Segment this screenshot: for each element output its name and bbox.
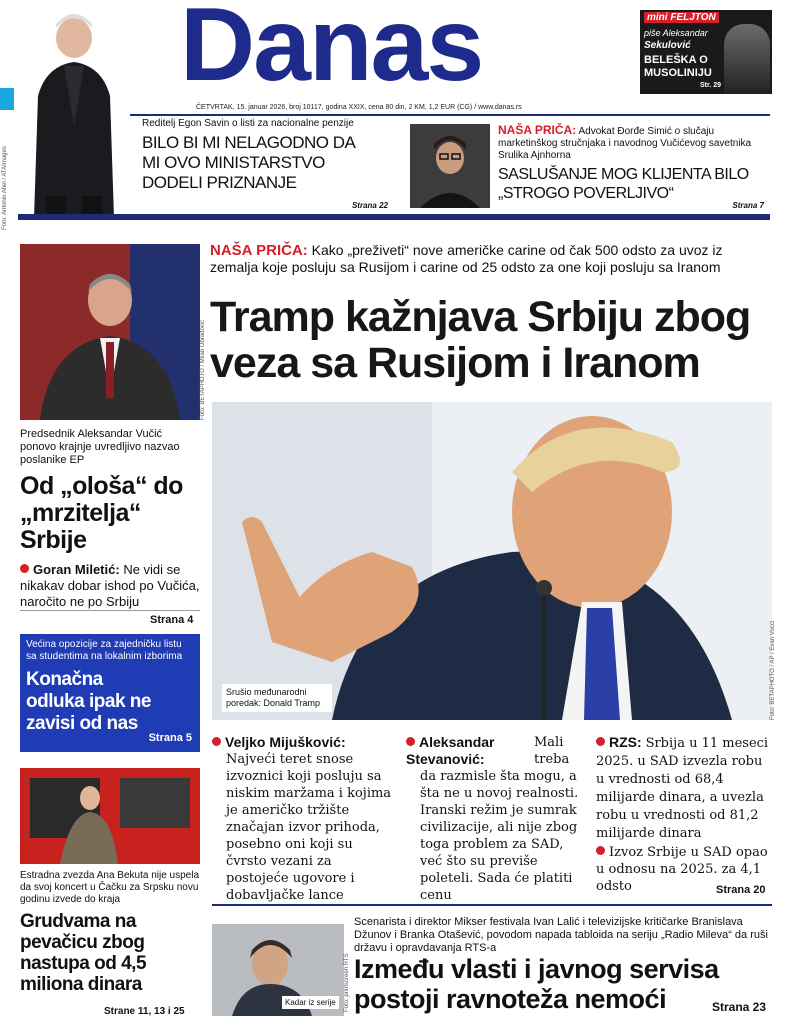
vucic-headline: Od „ološa“ do „mrzitelja“ Srbije <box>20 472 183 554</box>
quote-column-3[interactable] <box>596 734 772 895</box>
vucic-photo[interactable] <box>20 244 200 420</box>
cover-photo-credit: Foto: Antonio Ahel / ATAImages <box>2 146 8 230</box>
bekuta-intro: Estradna zvezda Ana Bekuta nije uspela da svoj koncert u Čačku za Srpsku novu godinu izvede do kraja <box>20 870 200 905</box>
singer-in-car-illustration <box>20 768 200 864</box>
feljton-author-name: Sekulović <box>644 40 691 51</box>
quote-3-name: RZS: <box>609 734 642 750</box>
vucic-quote-bullet <box>20 562 33 577</box>
quote-3-bullet-2 <box>596 845 609 860</box>
radio-mileva-credit: Foto: printscreen RTS <box>344 953 350 1012</box>
lead-photo-credit: Foto: BETAPHOTO / AP / Evan Vucci <box>770 620 776 720</box>
lawyer-illustration <box>410 124 490 208</box>
teaser-simic-kicker: NAŠA PRIČA: <box>498 123 577 137</box>
teaser-savin[interactable] <box>142 118 392 210</box>
opposition-box[interactable] <box>20 634 200 752</box>
vucic-page: Strana 4 <box>150 614 194 626</box>
vucic-quote-name: Goran Miletić: <box>33 562 120 577</box>
bekuta-story[interactable] <box>20 870 200 995</box>
quote-column-1[interactable] <box>212 734 392 904</box>
masthead-info-line: ČETVRTAK, 15. januar 2026, broj 10117, godina XXIX, cena 80 din, 2 KM, 1,2 EUR (CG) / www.danas.rs <box>196 104 522 111</box>
bottom-intro: Scenarista i direktor Mikser festivala Ivan Lalić i televizijske kritičarke Branislava Džunov i Branka Otašević, povodom napada tabloida na seriju „Radio Mileva“ da ruši državu i opravdavanja RTS-a <box>354 916 768 954</box>
quote-2-name-row <box>406 734 534 768</box>
teaser-simic[interactable] <box>498 124 770 208</box>
opposition-intro: Većina opozicije za zajedničku listu sa studentima na lokalnim izborima <box>26 639 183 662</box>
teaser-simic-intro-text: Advokat Đorđe Simić o slučaju marketinškog stručnjaka i navodnog Vučićevog savetnika Srulika Ajnhorna <box>498 126 752 161</box>
feljton-title: BELEŠKA O MUSOLINIJU <box>644 54 712 79</box>
bekuta-headline: Grudvama na pevačicu zbog nastupa od 4,5 miliona dinara <box>20 911 147 995</box>
quote-2-bullet <box>406 734 419 750</box>
quote-1-bullet <box>212 734 225 750</box>
quote-3-text: Srbija u 11 meseci 2025. u SAD izvezla robu u vrednosti od 68,4 milijarde dinara, a uvezla robu u vrednosti od 81,2 milijarde dinara <box>596 736 769 841</box>
teaser-simic-headline: SASLUŠANJE MOG KLIJENTA BILO „STROGO POVERLJIVO“ <box>498 166 749 202</box>
feljton-page: Str. 29 <box>700 82 722 89</box>
bottom-headline[interactable]: Između vlasti i javnog servisa postoji ravnoteža nemoći <box>354 954 719 1014</box>
trump-pointing-illustration <box>212 402 772 720</box>
feljton-box[interactable] <box>640 10 772 94</box>
man-in-suit-illustration <box>18 6 130 218</box>
quote-3-page: Strana 20 <box>716 884 766 896</box>
vucic-story[interactable] <box>20 428 200 610</box>
masthead-rule <box>130 114 770 116</box>
simic-photo <box>410 124 490 208</box>
lead-kicker: NAŠA PRIČA: <box>210 242 308 259</box>
quote-1-name: Veljko Mijušković: <box>225 734 346 750</box>
teaser-savin-headline: BILO BI MI NELAGODNO DA MI OVO MINISTARSTVO DODELI PRIZNANJE <box>142 133 355 192</box>
feljton-kicker: mini FELJTON <box>644 12 719 23</box>
opposition-page: Strana 5 <box>148 732 192 744</box>
teaser-simic-intro <box>498 124 770 162</box>
vucic-quote <box>20 562 200 610</box>
politician-illustration <box>20 244 200 420</box>
quote-column-2[interactable] <box>406 734 586 904</box>
quote-3-first <box>596 734 772 842</box>
quote-2-text: Mali treba da razmisle šta mogu, a šta ne u novoj realnosti. Iranski režim je sumrak civilizacije, ali nije zbog toga problem za SAD, već što su previše poleteli. Sada će platiti cenu <box>420 735 579 903</box>
accent-bar <box>0 88 14 110</box>
teaser-simic-page: Strana 7 <box>732 201 764 210</box>
quote-3-bullet <box>596 734 609 750</box>
columns-divider <box>212 904 772 906</box>
vucic-intro: Predsednik Aleksandar Vučić ponovo krajnje uvredljivo nazvao poslanike EP <box>20 428 180 466</box>
quote-1-name-row <box>212 734 392 751</box>
vucic-divider <box>20 610 200 611</box>
bekuta-photo[interactable] <box>20 768 200 864</box>
bekuta-page: Strane 11, 13 i 25 <box>104 1006 185 1017</box>
teaser-savin-intro: Reditelj Egon Savin o listi za nacionalne penzije <box>142 118 354 129</box>
masthead-logo[interactable]: Danas <box>180 0 483 103</box>
vucic-quote-text: Ne vidi se nikakav dobar ishod po Vučića, naročito ne po Srbiju <box>20 562 200 609</box>
lead-headline[interactable]: Tramp kažnjava Srbiju zbog veza sa Rusijom i Iranom <box>210 293 751 387</box>
lead-photo[interactable] <box>212 402 772 720</box>
quote-3-second-text: Izvoz Srbije u SAD opao u odnosu na 2025. za 4,1 odsto <box>596 845 768 894</box>
quote-1-text: Najveći teret snose izvoznici koji posluju sa niskim maržama i kojima je američko tržište značajan izvor prihoda, posebno oni koji su čvrsto vezani za postojeće ugovore i dobavljačke lance <box>226 752 392 903</box>
teaser-savin-page: Strana 22 <box>351 201 388 210</box>
lead-intro <box>210 242 770 276</box>
feljton-author-prefix: piše Aleksandar <box>644 28 708 38</box>
opposition-headline: Konačna odluka ipak ne zavisi od nas <box>26 669 151 734</box>
vucic-photo-credit: Foto: BETAPHOTO / Milan Obradović <box>200 319 206 420</box>
header-divider <box>18 214 770 220</box>
radio-mileva-caption: Kadar iz serije <box>282 996 339 1009</box>
lead-intro-text: Kako „preživeti“ nove američke carine od čak 500 odsto za uvoz iz zemalja koje posluju sa Rusijom i carine od 25 odsto za one koji posluju sa Iranom <box>210 242 723 275</box>
feljton-portrait <box>724 24 770 94</box>
quote-2-name: Aleksandar Stevanović: <box>406 734 495 767</box>
bottom-page: Strana 23 <box>712 1000 767 1014</box>
lead-caption: Srušio međunarodni poredak: Donald Tramp <box>222 684 332 712</box>
cover-person-photo <box>18 6 130 218</box>
